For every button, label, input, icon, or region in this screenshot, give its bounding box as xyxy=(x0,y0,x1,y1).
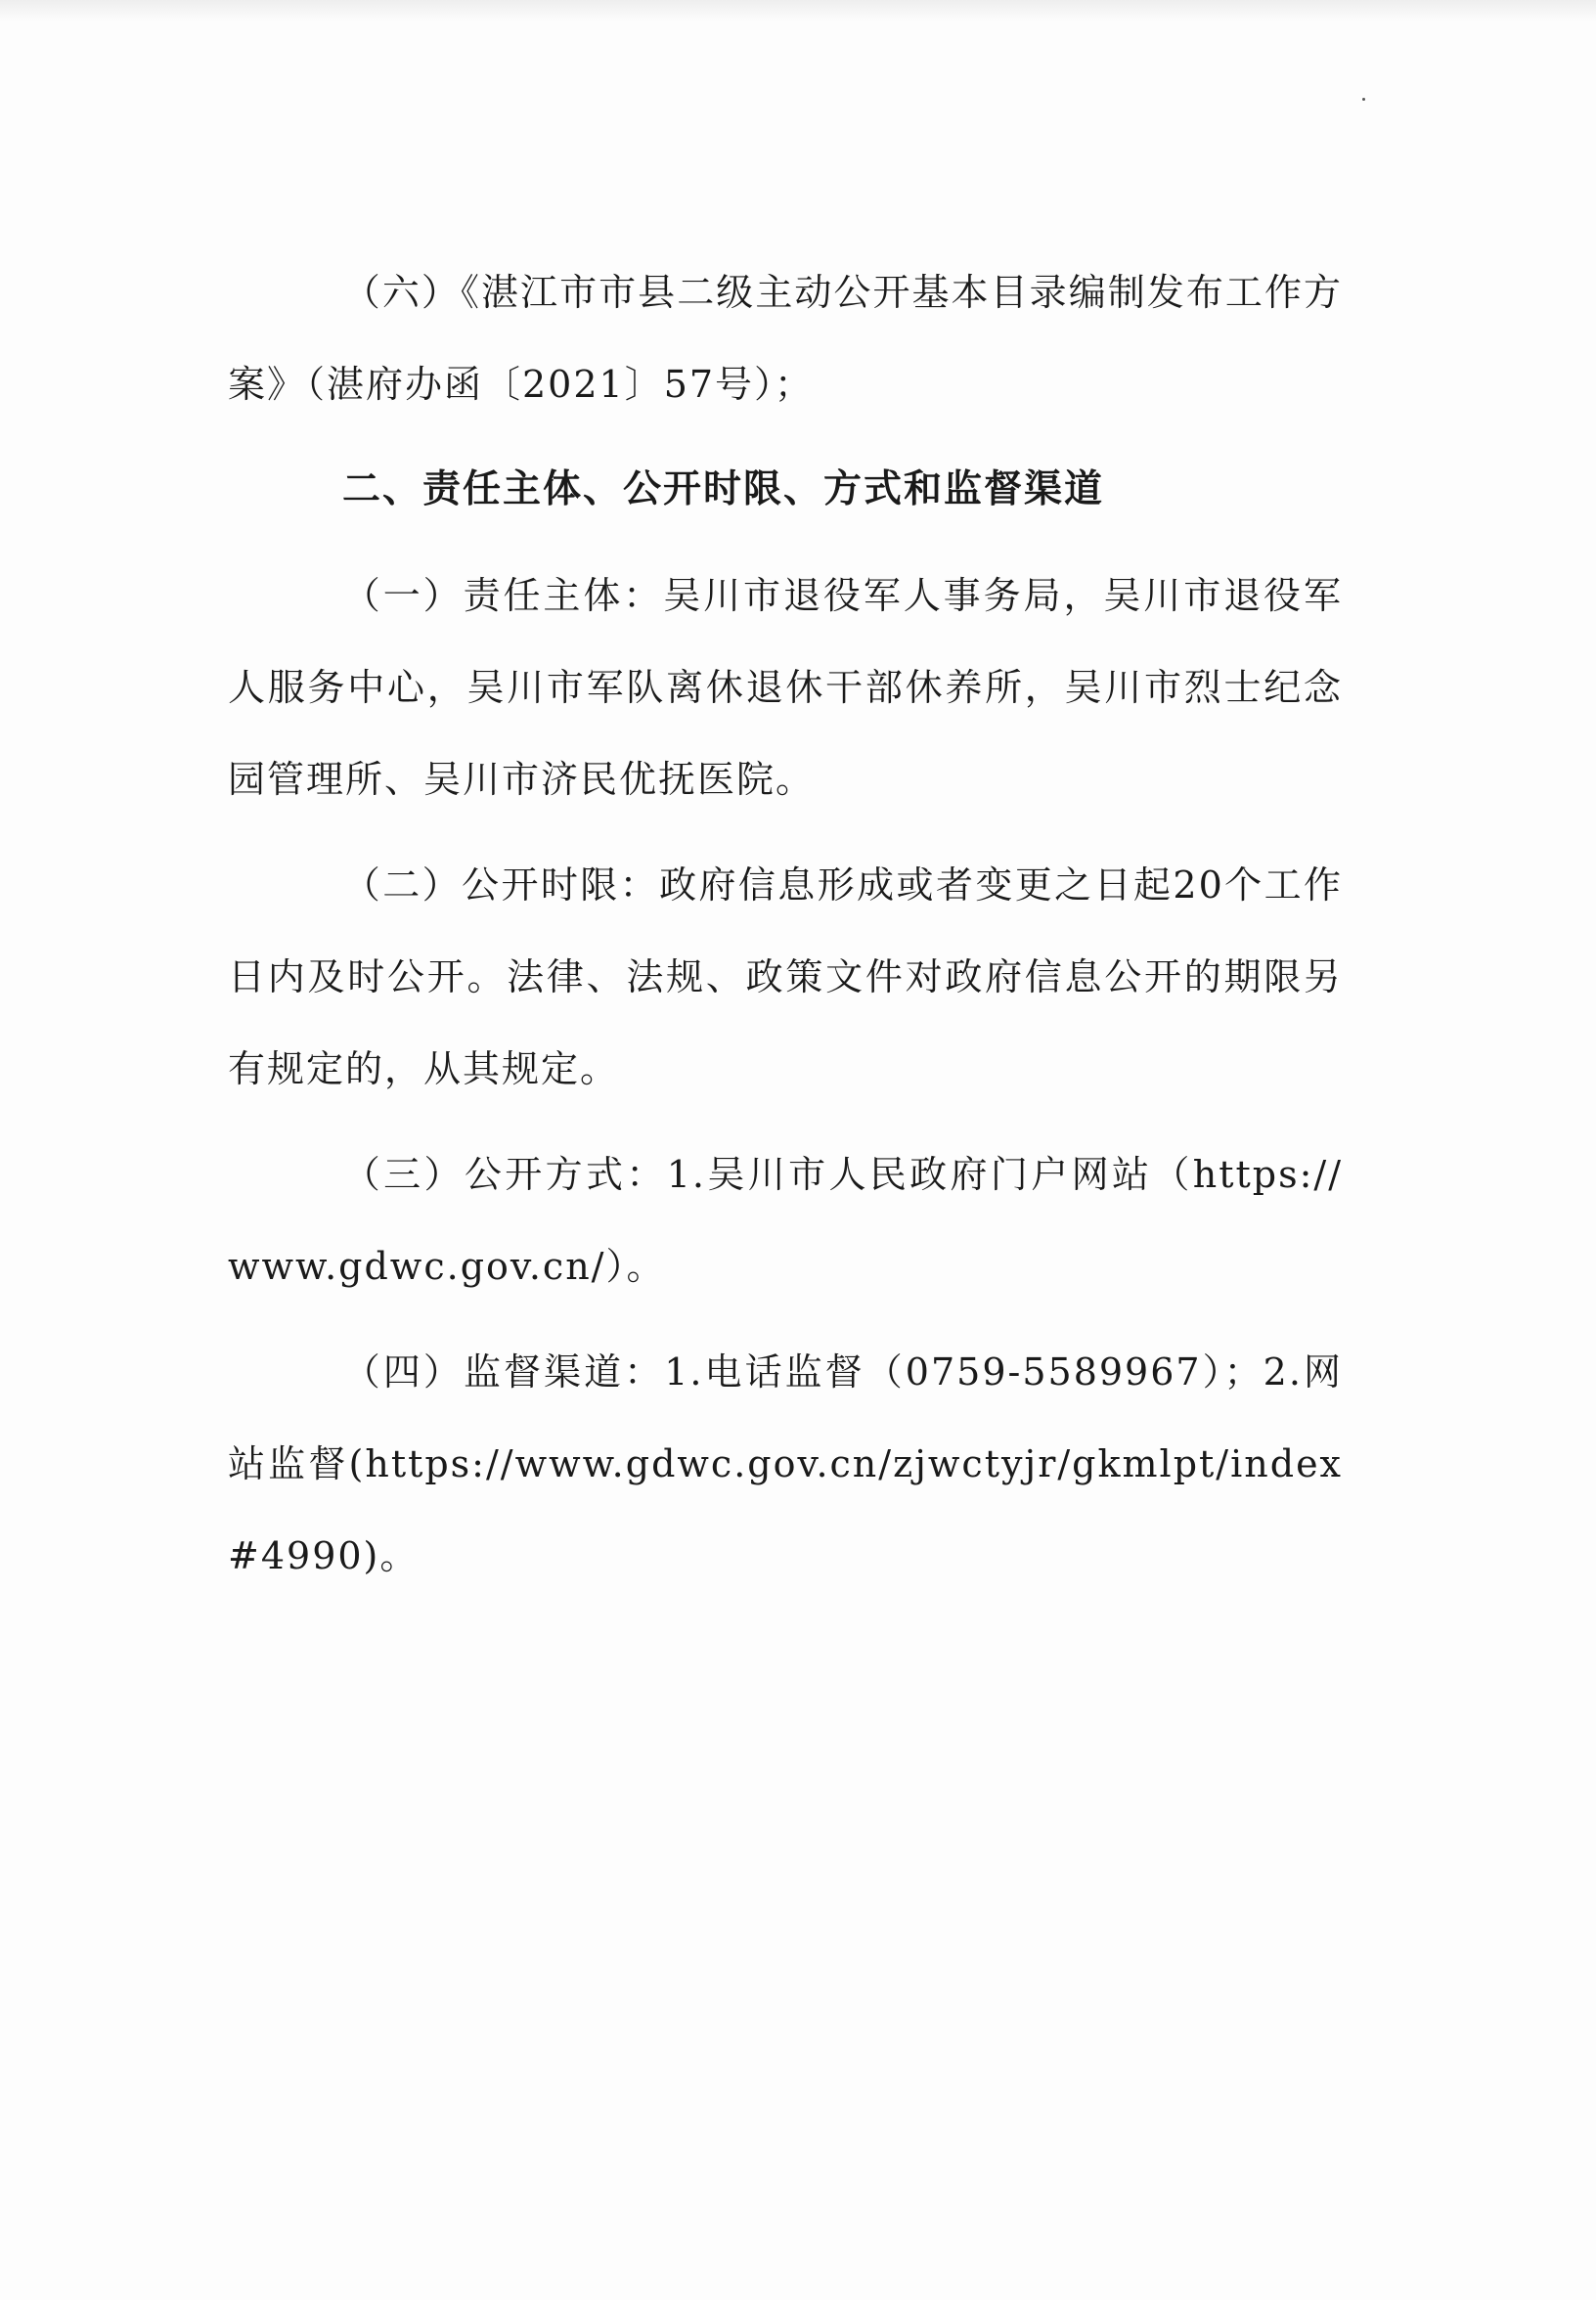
paragraph-responsible-subject: （一）责任主体：吴川市退役军人事务局，吴川市退役军人服务中心，吴川市军队离休退休干部休养所，吴川市烈士纪念园管理所、吴川市济民优抚医院。 xyxy=(228,574,1343,801)
paragraph-supervision-channel: （四）监督渠道：1.电话监督（0759-5589967）；2.网站监督(https://www.gdwc.gov.cn/zjwctyjr/gkmlpt/index#4990)。 xyxy=(228,1350,1343,1577)
paragraph-item-6: （六）《湛江市市县二级主动公开基本目录编制发布工作方案》（湛府办函〔2021〕57号）； xyxy=(228,271,1343,406)
scan-edge-shadow xyxy=(0,0,1596,22)
paragraph-disclosure-time-limit: （二）公开时限：政府信息形成或者变更之日起20个工作日内及时公开。法律、法规、政策文件对政府信息公开的期限另有规定的，从其规定。 xyxy=(228,863,1343,1090)
paragraph-disclosure-method: （三）公开方式：1.吴川市人民政府门户网站（https://www.gdwc.gov.cn/）。 xyxy=(228,1153,1343,1288)
section-2-heading: 二、责任主体、公开时限、方式和监督渠道 xyxy=(342,467,1105,511)
scan-speck xyxy=(1362,98,1365,101)
document-body xyxy=(228,246,1343,1602)
